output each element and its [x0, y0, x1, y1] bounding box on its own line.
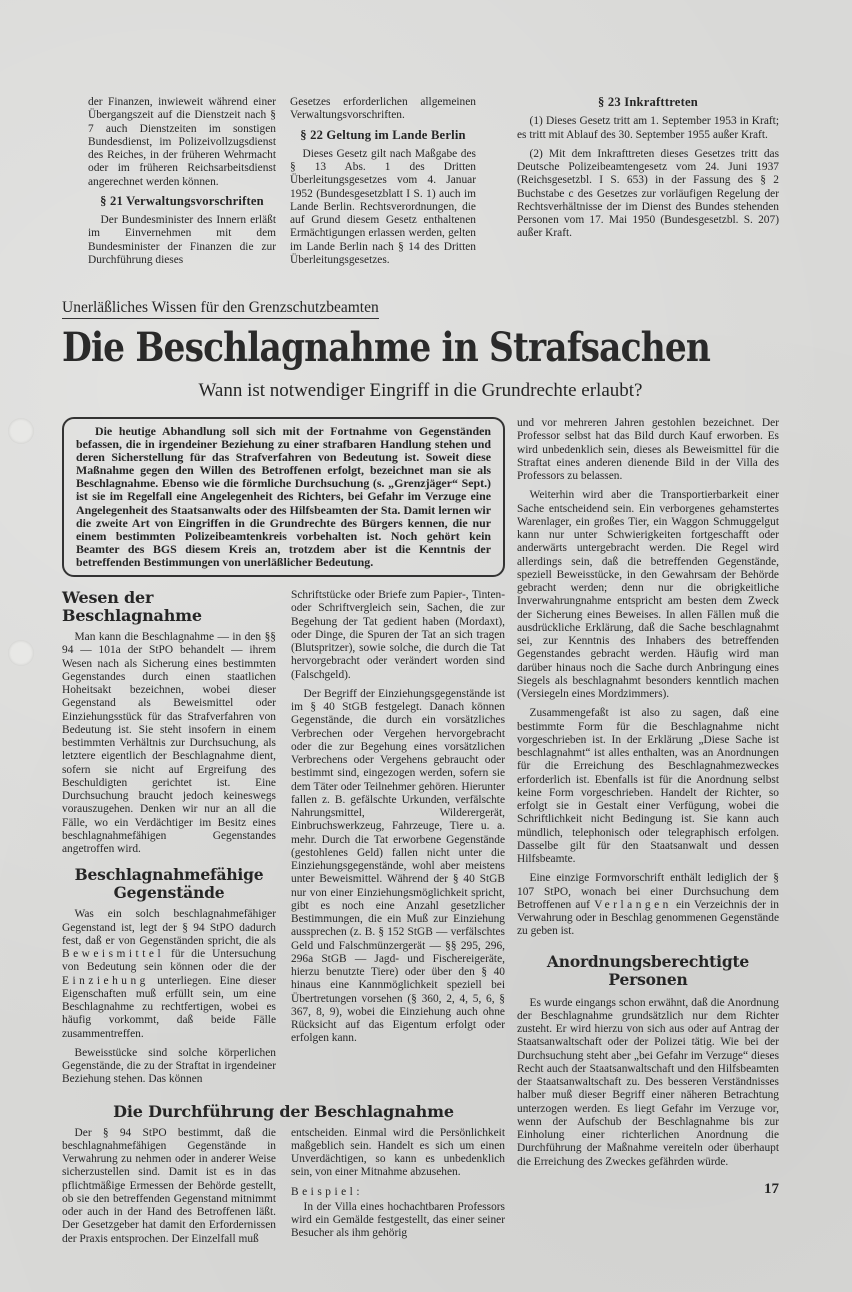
paragraph: Der Bundesminister des Innern erläßt im Einvernehmen mit dem Bundesminister der Finanzen die zur Durchführung dieses — [88, 214, 276, 266]
top-column-3 — [517, 96, 779, 273]
text: für die Untersuchung von Bedeutung sein können oder die der — [62, 948, 276, 974]
paragraph: Beweisstücke sind solche körperlichen Gegenstände, die zu der Straftat in irgendeiner Beziehung stehen. Das können — [62, 1046, 276, 1086]
paragraph: Weiterhin wird aber die Transportierbarkeit einer Sache entscheidend sein. Ein verborgenes gehamstertes Warenlager, ein großes Tier, ein Waggon Schmuggelgut kann nur unter Schwierigkeiten fortgeschafft oder anderwärts untergebracht werden. Die Regel wird allerdings sein, daß die betreffenden Gegenstände, speziell Beweisstücke, in den Gewahrsam der Behörde gebracht werden; denn nur die obrigkeitliche Inverwahrungnahme entspricht am besten dem Zweck der Sicherung eines Beweises. In allen Fällen muß die ausdrückliche Erklärung, daß die Sache beschlagnahmt sei, zur Kenntnis des Inhabers des betreffenden Gegenstandes gebracht werden. Häufig wird man darüber hinaus noch die Sache durch Anbringung eines Siegels als beschlagnahmt besonders kenntlich machen (Versiegeln eines Mordzimmers). — [517, 489, 779, 700]
durchfuehrung-middle — [291, 1127, 505, 1252]
intro-box — [62, 417, 505, 577]
section-heading: Wesen der Beschlagnahme — [62, 588, 202, 626]
page-number: 17 — [764, 1180, 779, 1197]
article-column-middle — [291, 589, 505, 1093]
section-heading: § 23 Inkrafttreten — [598, 95, 698, 109]
paragraph: Es wurde eingangs schon erwähnt, daß die Anordnung der Beschlagnahme grundsätzlich nur dem Richter zusteht. Er wird hierzu von sich aus oder auf Antrag der Staatsanwaltschaft oder der Polizei tätig. Wie bei der Durchsuchung steht aber „bei Gefahr im Verzuge“ dieses Recht auch der Staatsanwaltschaft und den Hilfsbeamten der Staatsanwaltschaft zu. Des besseren Verständnisses halber muß dieser Begriff einer näheren Betrachtung unterzogen werden. Es liegt Gefahr im Verzuge vor, wenn der Aufschub der Beschlagnahme bis zur Einholung einer richterlichen Anordnung die Durchführung der Maßnahme vereiteln oder überhaupt die Erreichung des Zweckes gefährden würde. — [517, 996, 779, 1168]
paragraph: Man kann die Beschlagnahme — in den §§ 94 — 101a der StPO behandelt — ihrem Wesen nach als Sicherung eines bestimmten Gegenstandes durch einen staatlichen Hoheitsakt bezeichnen, wobei dieser Gegenstand als Beweismittel oder Einziehungsstück für das Strafverfahren von Bedeutung ist. Sie steht insofern in einem bestimmten Verhältnis zur Durchsuchung, als letztere eigentlich der Beschlagnahme dient, sofern sie nicht auf Ergreifung des Beschuldigten gerichtet ist. Eine Durchsuchung braucht jedoch keineswegs vorauszugehen. Denken wir nur an all die Fälle, wo ein Verdächtiger im Besitz eines beschlagnahmefähigen Gegenstandes angetroffen wird. — [62, 631, 276, 856]
paragraph: Dieses Gesetz gilt nach Maßgabe des § 13 Abs. 1 des Dritten Überleitungsgesetzes vom 4. Januar 1952 (Bundesgesetzblatt I S. 1) auch im Lande Berlin. Rechtsverordnungen, die auf Grund diesem Gesetz enthaltenen Ermächtigungen erlassen werden, gelten im Lande Berlin nach § 14 des Dritten Überleitungsgesetzes. — [290, 147, 476, 266]
intro-text: Die heutige Abhandlung soll sich mit der Fortnahme von Gegenständen befassen, die in irgendeiner Beziehung zu einer strafbaren Handlung stehen und deren Sicherstellung für das Strafverfahren von Bedeutung ist. Soweit diese Maßnahme gegen den Willen des Betroffenen erfolgt, bezeichnet man sie als Beschlagnahme. Ebenso wie die förmliche Durchsuchung (s. „Grenzjäger“ Sept.) ist sie im Regelfall eine Angelegenheit des Richters, bei Gefahr im Verzuge eine Angelegenheit des Staatsanwalts oder des Hilfsbeamten der Sta. Damit lernen wir die zweite Art von Eingriffen in die Grundrechte des Bürgers kennen, die nur einem bestimmten Polizeibeamtenkreis vorbehalten ist. Noch gehört kein Beamter des BGS diesem Kreis an, trotzdem aber ist die Kenntnis der betreffenden Bestimmungen von unerläßlicher Bedeutung. — [76, 424, 491, 569]
top-section — [62, 96, 779, 273]
paragraph: Zusammengefaßt ist also zu sagen, daß eine bestimmte Form für die Beschlagnahme nicht vorgeschrieben ist. In der Erklärung „Diese Sache ist beschlagnahmt“ ist alles enthalten, was an Anordnungen für die Erreichung des Beschlagnahmezweckes erforderlich ist. Ebenfalls ist für die Anordnung selbst keine Form vorgeschrieben. Handelt der Richter, so erfolgt sie in Gestalt einer Verfügung, wobei die Schriftlichkeit nicht Bedingung ist. Sie kann auch mündlich, telephonisch oder telegraphisch erfolgen. Dasselbe gilt für den Staatsanwalt und dessen Hilfsbeamte. — [517, 707, 779, 865]
paragraph — [62, 908, 276, 1041]
example-label: Beispiel: — [291, 1185, 363, 1198]
text: unterliegen. Eine dieser Eigenschaften muß erfüllt sein, um eine Beschlagnahme zu rechtfertigen, wobei es häufig vorkommt, daß beide Fälle zusammentreffen. — [62, 974, 276, 1040]
paragraph: (2) Mit dem Inkrafttreten dieses Gesetzes tritt das Deutsche Polizeibeamtengesetz vom 24. Juni 1937 (Reichsgesetzbl. I S. 653) in der Fassung des § 2 Buchstabe c des Gesetzes zur vorläufigen Regelung der Rechtsverhältnisse der im Dienst des Bundes stehenden Personen vom 17. Mai 1950 (Bundesgesetzbl. S. 207) außer Kraft. — [517, 147, 779, 240]
paragraph: (1) Dieses Gesetz tritt am 1. September 1953 in Kraft; es tritt mit Ablauf des 30. September 1955 außer Kraft. — [517, 115, 779, 141]
durchfuehrung-columns — [62, 1127, 505, 1252]
punch-hole — [8, 418, 34, 444]
article-kicker: Unerläßliches Wissen für den Grenzschutzbeamten — [62, 299, 379, 319]
paragraph: Gesetzes erforderlichen allgemeinen Verwaltungsvorschriften. — [290, 96, 476, 122]
article-column-right — [517, 417, 779, 1252]
section-heading: Beschlagnahmefähige Gegenstände — [74, 865, 264, 903]
emphasis: Einziehung — [62, 974, 149, 987]
text: Was ein solch beschlagnahmefähiger Gegenstand ist, legt der § 94 StPO dadurch fest, daß er von Gegenständen spricht, die als — [62, 908, 276, 947]
paragraph: entscheiden. Einmal wird die Persönlichkeit maßgeblich sein. Handelt es sich um einen Unverdächtigen, so kann es unbedenklich sein, von einer Mitnahme abzusehen. — [291, 1126, 505, 1179]
paragraph: und vor mehreren Jahren gestohlen bezeichnet. Der Professor selbst hat das Bild durch Kauf erworben. Es wird unbedenklich sein, dieses als Beweismittel für die Straftat eines anderen dienende Bild in der Villa des Professors zu belassen. — [517, 417, 779, 482]
top-column-1 — [88, 96, 276, 273]
paragraph: Der § 94 StPO bestimmt, daß die beschlagnahmefähigen Gegenstände in Verwahrung zu nehmen oder in anderer Weise sicherzustellen sind. Damit ist es in das pflichtmäßige Ermessen der Behörde gestellt, ob sie den betreffenden Gegenstand mitnimmt oder auch in der Hand des Betroffenen läßt. Der Gesetzgeber hat damit den Erfordernissen der Praxis entsprochen. Der Einzelfall muß — [62, 1126, 276, 1245]
top-column-2 — [290, 96, 476, 273]
section-heading: Anordnungsberechtigte Personen — [546, 951, 750, 989]
durchfuehrung-left — [62, 1127, 276, 1252]
paragraph: Der Begriff der Einziehungsgegenstände ist im § 40 StGB festgelegt. Danach können Gegenstände, die durch ein vorsätzliches Verbrechen oder Vergehen hervorgebracht oder die zur Begehung eines vorsätzlichen Verbrechens oder Vergehens gebraucht oder bestimmt sind, eingezogen werden, sofern sie dem Täter oder Teilnehmer gehören. Hierunter fallen z. B. gefälschte Urkunden, verfälschte Nahrungsmittel, Wilderergerät, Einbruchswerkzeug, Fahrzeuge, Tiere u. a. mehr. Durch die Tat erworbene Gegenstände (gestohlenes Geld) fallen nicht unter die Einziehungsgegenstände, wohl aber meistens unter Beweismittel. Während der § 40 StGB nur von einer Einziehungsmöglichkeit spricht, gibt es noch eine Anzahl gesetzlicher Bestimmungen, die ein Muß zur Einziehung aussprechen (z. B. § 152 StGB — verfälschtes Geld und Falschmünzergerät — §§ 295, 296, 296a StGB — Jagd- und Fischereigeräte, hierzu benutzte Tiere) oder über den § 40 hinaus eine Kannmöglichkeit speziell bei Übertretungen vorsehen (§ 360, 2, 4, 5, 6, § 367, 8, 9), wobei die Einziehung auch ohne Rücksicht auf das Eigentum erfolgt oder erfolgen kann. — [291, 687, 505, 1045]
paragraph — [517, 872, 779, 938]
article-title: Die Beschlagnahme in Strafsachen — [62, 324, 711, 371]
article-left-area — [62, 417, 505, 1252]
paragraph: Schriftstücke oder Briefe zum Papier-, Tinten- oder Schriftvergleich sein, Sachen, die zur Begehung der Tat gedient haben (Mordaxt), oder Dinge, die Spuren der Tat an sich tragen (Blutspritzer), sowie solche, die durch die Tat hervorgebracht oder verändert worden sind (Falschgeld). — [291, 589, 505, 681]
paragraph: der Finanzen, inwieweit während einer Übergangszeit auf die Dienstzeit nach § 7 auch Dienstzeiten im sonstigen Bundesdienst, im Polizeivollzugsdienst des Reiches, in der früheren Wehrmacht oder im früheren Reichsarbeitsdienst angerechnet werden können. — [88, 96, 276, 188]
article-body — [62, 417, 779, 1252]
article-columns — [62, 589, 505, 1093]
section-heading: § 22 Geltung im Lande Berlin — [300, 127, 466, 142]
section-heading: § 21 Verwaltungsvorschriften — [100, 193, 264, 208]
section-heading: Die Durchführung der Beschlagnahme — [113, 1101, 454, 1121]
punch-hole — [8, 640, 34, 666]
article-subtitle: Wann ist notwendiger Eingriff in die Grundrechte erlaubt? — [198, 380, 643, 401]
emphasis: Beweismittel — [62, 948, 165, 961]
emphasis: Verlangen — [594, 898, 672, 911]
text: ein Verzeichnis der in Verwahrung oder in Beschlag genommenen Gegenstände zu geben ist. — [517, 898, 780, 938]
paragraph: In der Villa eines hochachtbaren Professors wird ein Gemälde festgestellt, das einer seiner Besucher als ihm gehörig — [291, 1200, 505, 1240]
article-column-left — [62, 589, 276, 1093]
text: Eine einzige Formvorschrift enthält lediglich der § 107 StPO, wonach bei einer Durchsuchung dem Betroffenen auf — [517, 872, 779, 911]
